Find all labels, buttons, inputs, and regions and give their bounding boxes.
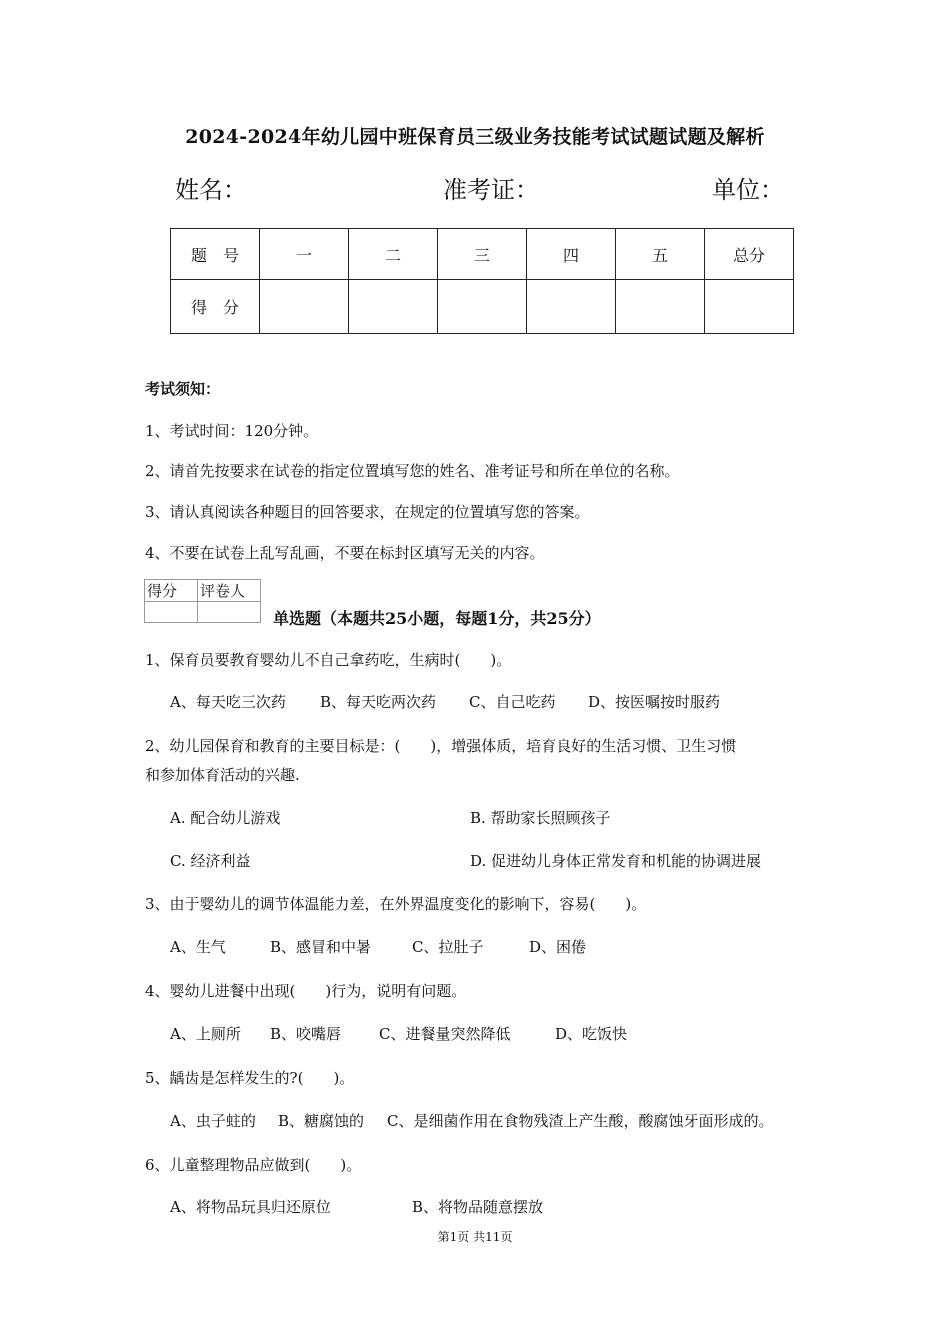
score-table (170, 228, 794, 334)
option-c[interactable]: C、拉肚子 (412, 938, 484, 956)
option-b[interactable]: B、每天吃两次药 (320, 693, 437, 711)
notice-item: 4、不要在试卷上乱写乱画，不要在标封区填写无关的内容。 (145, 544, 545, 562)
option-c[interactable]: C、是细菌作用在食物残渣上产生酸，酸腐蚀牙面形成的。 (387, 1112, 774, 1130)
page-footer: 第1页 共11页 (437, 1230, 513, 1244)
unit-label: 单位： (712, 176, 784, 204)
score-table-header-row (171, 229, 794, 280)
page-title: 2024-2024年幼儿园中班保育员三级业务技能考试试题试题及解析 (185, 126, 765, 148)
grader-reviewer-cell[interactable] (198, 602, 261, 623)
score-table-header-cell: 四 (527, 229, 616, 280)
option-c[interactable]: C、自己吃药 (469, 693, 556, 711)
question-stem: 4、婴幼儿进餐中出现( )行为，说明有问题。 (145, 982, 467, 1000)
option-d[interactable]: D. 促进幼儿身体正常发育和机能的协调进展 (470, 852, 762, 870)
score-cell[interactable] (527, 280, 616, 334)
score-table-header-cell: 总分 (705, 229, 794, 280)
notice-item: 3、请认真阅读各种题目的回答要求，在规定的位置填写您的答案。 (145, 503, 590, 521)
option-c[interactable]: C. 经济利益 (170, 852, 251, 870)
option-b[interactable]: B、将物品随意摆放 (412, 1198, 544, 1216)
option-d[interactable]: D、困倦 (529, 938, 587, 956)
score-cell[interactable] (349, 280, 438, 334)
score-table-header-cell: 三 (438, 229, 527, 280)
option-a[interactable]: A、每天吃三次药 (170, 693, 286, 711)
option-b[interactable]: B、感冒和中暑 (270, 938, 372, 956)
score-cell[interactable] (616, 280, 705, 334)
score-cell[interactable] (438, 280, 527, 334)
option-a[interactable]: A、生气 (170, 938, 226, 956)
score-cell[interactable] (260, 280, 349, 334)
score-table-header-cell: 题 号 (171, 229, 260, 280)
notice-item: 1、考试时间：120分钟。 (145, 422, 319, 440)
option-a[interactable]: A、上厕所 (170, 1025, 241, 1043)
question-stem-continued: 和参加体育活动的兴趣. (145, 766, 300, 784)
question-stem: 2、幼儿园保育和教育的主要目标是：( )，增强体质，培育良好的生活习惯、卫生习惯 (145, 737, 737, 755)
option-c[interactable]: C、进餐量突然降低 (379, 1025, 511, 1043)
option-a[interactable]: A. 配合幼儿游戏 (170, 809, 281, 827)
question-stem: 3、由于婴幼儿的调节体温能力差，在外界温度变化的影响下，容易( )。 (145, 895, 647, 913)
score-table-header-cell: 二 (349, 229, 438, 280)
question-stem: 5、龋齿是怎样发生的?( )。 (145, 1069, 355, 1087)
score-row-label: 得 分 (171, 280, 260, 334)
notice-heading: 考试须知： (145, 380, 221, 398)
exam-number-label: 准考证： (443, 176, 539, 204)
grader-score-cell[interactable] (145, 602, 198, 623)
score-table-header-cell: 五 (616, 229, 705, 280)
score-cell[interactable] (705, 280, 794, 334)
score-table-header-cell: 一 (260, 229, 349, 280)
name-label: 姓名： (175, 176, 247, 204)
option-d[interactable]: D、吃饭快 (555, 1025, 628, 1043)
option-b[interactable]: B、糖腐蚀的 (278, 1112, 365, 1130)
option-b[interactable]: B、咬嘴唇 (270, 1025, 342, 1043)
grader-reviewer-label: 评卷人 (198, 580, 261, 602)
grader-box (144, 579, 261, 623)
option-a[interactable]: A、虫子蛀的 (170, 1112, 256, 1130)
grader-score-label: 得分 (145, 580, 198, 602)
question-stem: 6、儿童整理物品应做到( )。 (145, 1156, 362, 1174)
option-b[interactable]: B. 帮助家长照顾孩子 (470, 809, 611, 827)
notice-item: 2、请首先按要求在试卷的指定位置填写您的姓名、准考证号和所在单位的名称。 (145, 462, 680, 480)
option-a[interactable]: A、将物品玩具归还原位 (170, 1198, 331, 1216)
question-stem: 1、保育员要教育婴幼儿不自己拿药吃，生病时( )。 (145, 651, 512, 669)
score-table-score-row (171, 280, 794, 334)
option-d[interactable]: D、按医嘱按时服药 (588, 693, 721, 711)
section-title: 单选题（本题共25小题，每题1分，共25分） (273, 609, 601, 628)
